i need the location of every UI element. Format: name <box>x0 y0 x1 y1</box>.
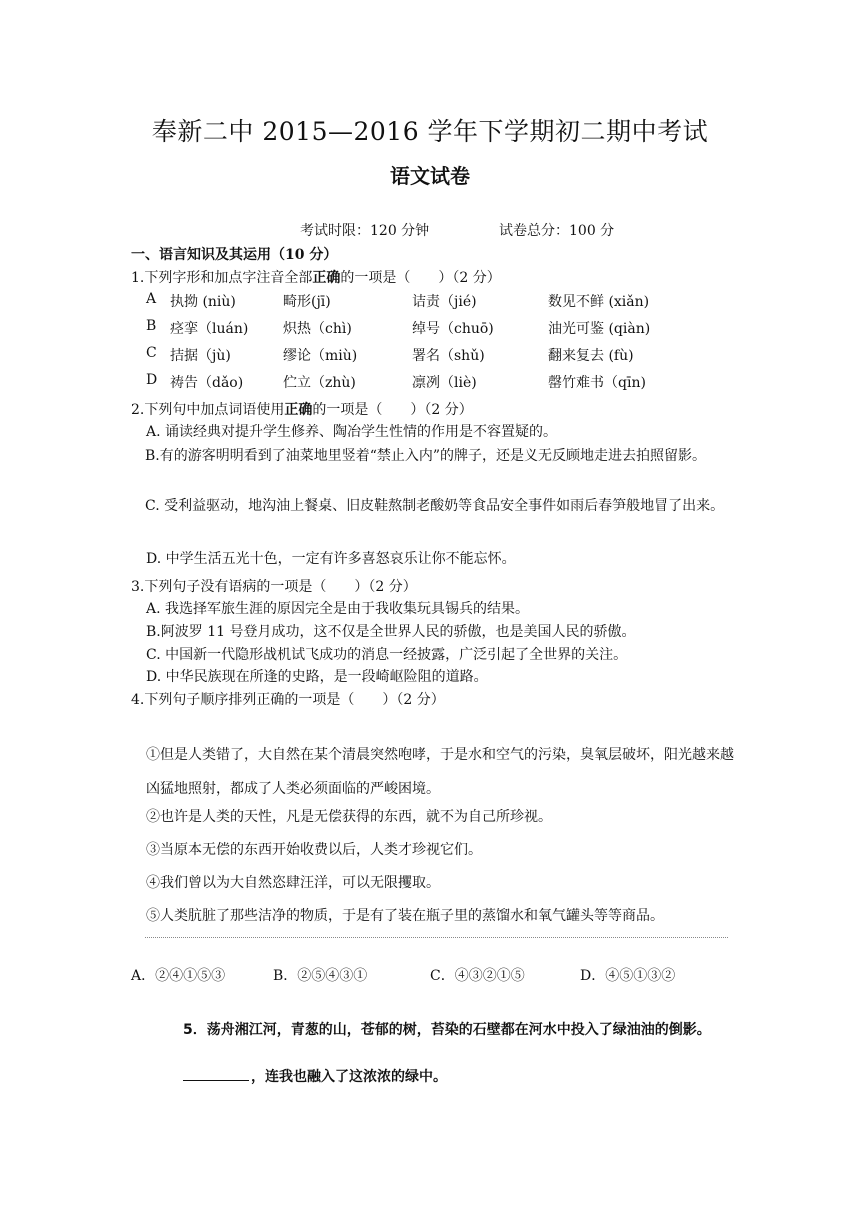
q1-row-b-item-4: 油光可鉴 (qiàn) <box>548 321 651 337</box>
q3-option-b: B.阿波罗 11 号登月成功，这不仅是全世界人民的骄傲，也是美国人民的骄傲。 <box>146 624 636 640</box>
q1-row-a-item-3: 诘责（jié) <box>412 294 477 310</box>
q3-option-a: A. 我选择军旅生涯的原因完全是由于我收集玩具锡兵的结果。 <box>146 601 530 617</box>
q1-row-b-label: B <box>146 318 157 334</box>
q1-stem-post: 的一项是（ ）（2 分） <box>340 270 501 286</box>
q2-option-a: A. 诵读经典对提升学生修养、陶冶学生性情的作用是不容置疑的。 <box>146 424 558 440</box>
q1-row-c-item-1: 拮据（jù) <box>170 348 231 364</box>
q1-row-a-item-4: 数见不鲜 (xiǎn) <box>548 294 650 310</box>
q1-row-d-item-1: 祷告（dǎo) <box>170 375 244 391</box>
q4-sentence-3: ③当原本无偿的东西开始收费以后，人类才珍视它们。 <box>146 842 482 858</box>
q2-option-d: D. 中学生活五光十色，一定有许多喜怒哀乐让你不能忘怀。 <box>146 551 516 567</box>
q1-stem-bold: 正确 <box>312 270 341 286</box>
q1-row-a-item-1: 执拗 (niù) <box>170 294 236 310</box>
question-1-stem <box>131 267 501 287</box>
q1-row-b-item-2: 炽热（chì) <box>283 321 352 337</box>
q1-row-a-label: A <box>146 291 157 307</box>
exam-subtitle: 语文试卷 <box>390 164 470 188</box>
question-5-line-1: 5．荡舟湘江河，青葱的山，苍郁的树，苔染的石壁都在河水中投入了绿油油的倒影。 <box>183 1022 711 1038</box>
q1-row-b-item-3: 绰号（chuō) <box>412 321 494 337</box>
q1-row-d-item-3: 凛冽（liè) <box>412 375 477 391</box>
q3-option-c: C. 中国新一代隐形战机试飞成功的消息一经披露，广泛引起了全世界的关注。 <box>146 647 628 663</box>
q5-line-2-text: ，连我也融入了这浓浓的绿中。 <box>251 1069 447 1085</box>
section-1-title: 一、语言知识及其运用（10 分） <box>131 247 338 263</box>
total-score: 试卷总分：100 分 <box>499 223 615 239</box>
question-2-stem <box>131 399 473 419</box>
q5-answer-blank[interactable] <box>183 1066 249 1081</box>
q4-choice-b: B．②⑤④③① <box>273 968 368 984</box>
question-4-stem: 4.下列句子顺序排列正确的一项是（ ）（2 分） <box>131 692 445 708</box>
q1-row-d-label: D <box>146 372 158 388</box>
q4-choice-a: A．②④①⑤③ <box>131 968 226 984</box>
exam-title: 奉新二中 2015—2016 学年下学期初二期中考试 <box>151 117 709 146</box>
q1-row-c-item-3: 署名（shǔ) <box>412 348 485 364</box>
time-limit: 考试时限：120 分钟 <box>300 223 430 239</box>
q2-option-b: B.有的游客明明看到了油菜地里竖着“禁止入内”的牌子，还是义无反顾地走进去拍照留影。 <box>145 448 707 464</box>
q4-sentence-1: ①但是人类错了，大自然在某个清晨突然咆哮，于是水和空气的污染，臭氧层破坏，阳光越来越凶猛地照射，都成了人类必须面临的严峻困境。 <box>146 747 734 797</box>
q2-stem-pre: 2.下列句中加点词语使用 <box>131 402 285 418</box>
q1-stem-pre: 1.下列字形和加点字注音全部 <box>131 270 313 286</box>
q4-sentence-4: ④我们曾以为大自然恣肆汪洋，可以无限攫取。 <box>146 875 440 891</box>
q3-option-d: D. 中华民族现在所逢的史路，是一段崎岖险阻的道路。 <box>146 669 488 685</box>
q1-row-d-item-2: 伫立（zhù) <box>283 375 356 391</box>
q4-sentence-2: ②也许是人类的天性，凡是无偿获得的东西，就不为自己所珍视。 <box>146 809 552 825</box>
q2-stem-post: 的一项是（ ）（2 分） <box>312 402 473 418</box>
question-3-stem: 3.下列句子没有语病的一项是（ ）（2 分） <box>131 579 417 595</box>
q2-option-c: C. 受利益驱动，地沟油上餐桌、旧皮鞋熬制老酸奶等食品安全事件如雨后春笋般地冒了出来。 <box>145 498 725 514</box>
q4-sentence-5: ⑤人类肮脏了那些洁净的物质，于是有了装在瓶子里的蒸馏水和氧气罐头等等商品。 <box>146 908 664 924</box>
q4-choice-d: D．④⑤①③② <box>580 968 676 984</box>
q1-row-c-item-4: 翻来复去 (fù) <box>548 348 634 364</box>
q1-row-d-item-4: 罄竹难书（qīn) <box>548 375 646 391</box>
q2-stem-bold: 正确 <box>284 402 313 418</box>
q4-choice-c: C．④③②①⑤ <box>430 968 525 984</box>
q1-row-c-item-2: 缪论（miù) <box>283 348 358 364</box>
dotted-divider <box>145 937 728 938</box>
q1-row-b-item-1: 痉挛（luán) <box>170 321 249 337</box>
q1-row-c-label: C <box>146 345 157 361</box>
question-5-line-2 <box>183 1066 447 1086</box>
q1-row-a-item-2: 畸形(jī) <box>283 294 331 310</box>
